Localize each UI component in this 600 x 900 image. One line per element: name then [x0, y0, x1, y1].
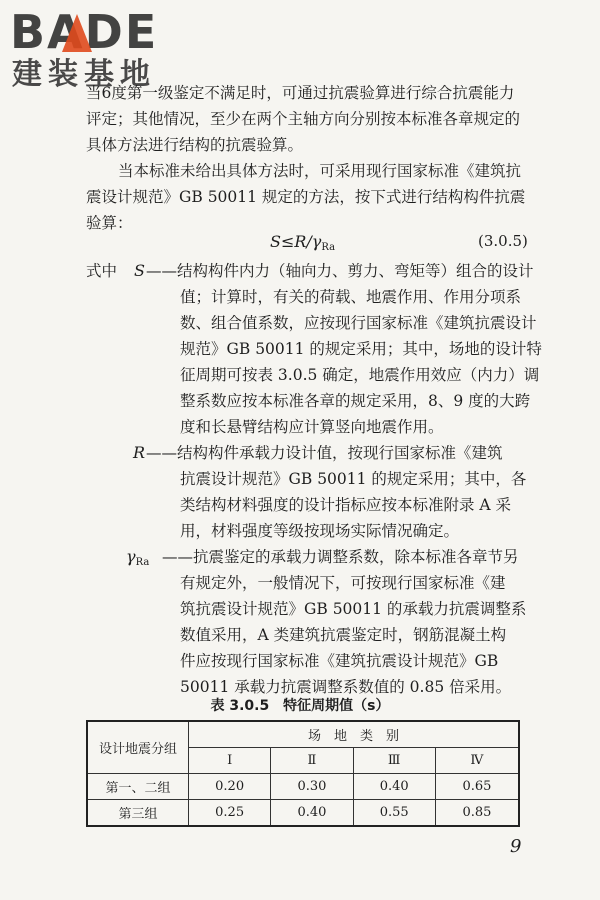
- table-cell: 0.20: [189, 774, 271, 800]
- def-r-line: ——结构构件承载力设计值，按现行国家标准《建筑: [146, 444, 503, 462]
- paragraph-line: 验算：: [86, 214, 133, 232]
- def-r-line: 用，材料强度等级按现场实际情况确定。: [180, 522, 460, 540]
- def-gamma-line: ——抗震鉴定的承载力调整系数，除本标准各章节另: [162, 548, 519, 566]
- where-label: 式中: [86, 262, 118, 280]
- paragraph-line: 震设计规范》GB 50011 规定的方法，按下式进行结构构件抗震: [86, 188, 526, 206]
- def-s-line: 规范》GB 50011 的规定采用；其中，场地的设计特: [180, 340, 542, 358]
- column-header: Ⅰ: [189, 748, 271, 774]
- period-table: [86, 720, 520, 827]
- row-label: 第一、二组: [87, 774, 189, 800]
- logo-triangle-icon: [62, 14, 92, 52]
- table-cell: 0.25: [189, 800, 271, 827]
- formula-main: S≤R/γ: [270, 232, 322, 251]
- symbol-gamma-subscript: Ra: [135, 557, 150, 568]
- column-header: Ⅳ: [435, 748, 519, 774]
- formula-subscript: Ra: [321, 242, 336, 253]
- def-s-line: 值；计算时，有关的荷载、地震作用、作用分项系: [180, 288, 522, 306]
- def-gamma-line: 筑抗震设计规范》GB 50011 的承载力抗震调整系: [180, 600, 527, 618]
- symbol-s: S: [134, 261, 145, 280]
- column-header: Ⅱ: [271, 748, 353, 774]
- table-cell: 0.40: [353, 774, 435, 800]
- table-cell: 0.65: [435, 774, 519, 800]
- table-cell: 0.30: [271, 774, 353, 800]
- table-cell: 0.55: [353, 800, 435, 827]
- paragraph-line: 当6度第一级鉴定不满足时，可通过抗震验算进行综合抗震能力: [86, 84, 515, 102]
- row-header: 设计地震分组: [87, 721, 189, 774]
- row-label: 第三组: [87, 800, 189, 827]
- table-cell: 0.40: [271, 800, 353, 827]
- def-gamma-line: 有规定外，一般情况下，可按现行国家标准《建: [180, 574, 506, 592]
- table-cell: 0.85: [435, 800, 519, 827]
- column-header: Ⅲ: [353, 748, 435, 774]
- page-number: 9: [510, 836, 522, 857]
- table-row: [87, 800, 519, 827]
- symbol-gamma-main: γ: [126, 547, 136, 566]
- formula: [270, 232, 335, 253]
- paragraph-line: 具体方法进行结构的抗震验算。: [86, 136, 304, 154]
- def-s-line: 度和长悬臂结构应计算竖向地震作用。: [180, 418, 444, 436]
- paragraph-line: 评定；其他情况，至少在两个主轴方向分别按本标准各章规定的: [86, 110, 521, 128]
- equation-number: (3.0.5): [478, 232, 528, 250]
- table-caption: 表 3.0.5 特征周期值（s）: [210, 698, 390, 714]
- def-gamma-line: 数值采用，A 类建筑抗震鉴定时，钢筋混凝土构: [180, 626, 507, 644]
- logo-wordmark: BADE: [10, 5, 159, 59]
- paragraph-line: 当本标准未给出具体方法时，可采用现行国家标准《建筑抗: [118, 162, 522, 180]
- def-s-line: 数、组合值系数，应按现行国家标准《建筑抗震设计: [180, 314, 537, 332]
- table-row: [87, 774, 519, 800]
- group-header: 场 地 类 别: [189, 721, 520, 748]
- symbol-gamma: [126, 544, 149, 576]
- logo-subtitle: 建装基地: [12, 57, 156, 92]
- def-r-line: 抗震设计规范》GB 50011 的规定采用；其中，各: [180, 470, 527, 488]
- def-s-line: ——结构构件内力（轴向力、剪力、弯矩等）组合的设计: [146, 262, 534, 280]
- def-r-line: 类结构材料强度的设计指标应按本标准附录 A 采: [180, 496, 512, 514]
- def-gamma-line: 50011 承载力抗震调整系数值的 0.85 倍采用。: [180, 678, 512, 696]
- symbol-r: R: [133, 443, 146, 462]
- def-s-line: 征周期可按表 3.0.5 确定，地震作用效应（内力）调: [180, 366, 540, 384]
- def-gamma-line: 件应按现行国家标准《建筑抗震设计规范》GB: [180, 652, 499, 670]
- def-s-line: 整系数应按本标准各章的规定采用，8、9 度的大跨: [180, 392, 531, 410]
